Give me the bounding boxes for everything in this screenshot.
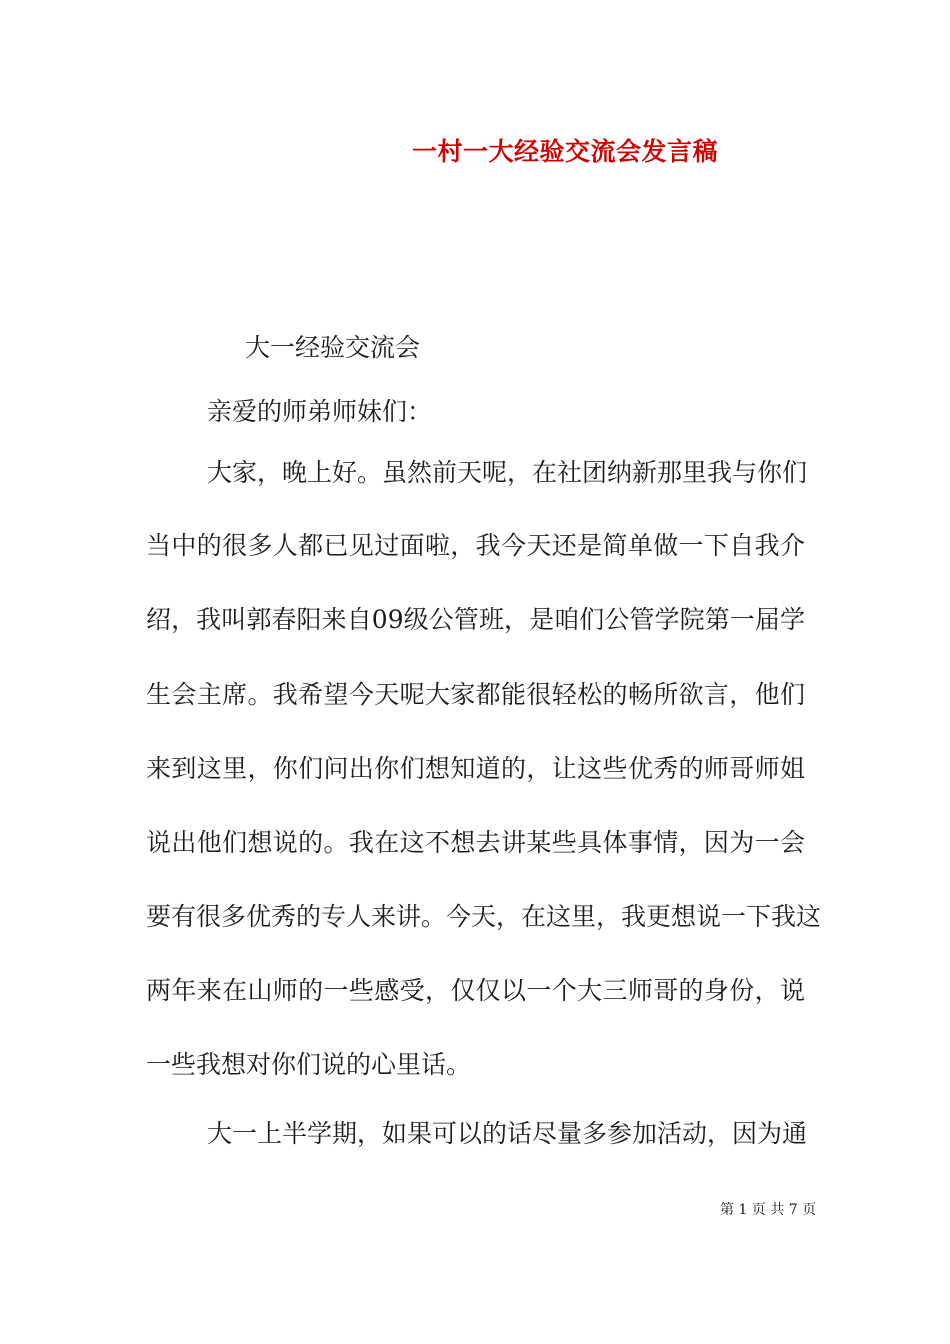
subtitle: 大一经验交流会 — [245, 333, 421, 362]
page-number: 第 1 页 共 7 页 — [720, 1202, 817, 1218]
paragraph-line: 当中的很多人都已见过面啦，我今天还是简单做一下自我介 — [146, 531, 805, 560]
paragraph-line: 大家，晚上好。虽然前天呢，在社团纳新那里我与你们 — [207, 458, 808, 487]
greeting: 亲爱的师弟师妹们： — [207, 397, 433, 426]
paragraph-line: 一些我想对你们说的心里话。 — [146, 1050, 472, 1079]
paragraph-line: 大一上半学期，如果可以的话尽量多参加活动，因为通 — [207, 1119, 808, 1148]
paragraph-line: 两年来在山师的一些感受，仅仅以一个大三师哥的身份，说 — [146, 976, 805, 1005]
paragraph-line: 来到这里，你们问出你们想知道的，让这些优秀的师哥师姐 — [146, 754, 805, 783]
document-title: 一村一大经验交流会发言稿 — [412, 137, 719, 166]
paragraph-line: 绍，我叫郭春阳来自09级公管班，是咱们公管学院第一届学 — [146, 605, 805, 634]
paragraph-line: 生会主席。我希望今天呢大家都能很轻松的畅所欲言，他们 — [146, 680, 805, 709]
paragraph-line: 要有很多优秀的专人来讲。今天，在这里，我更想说一下我这 — [146, 902, 822, 931]
paragraph-line: 说出他们想说的。我在这不想去讲某些具体事情，因为一会 — [146, 828, 805, 857]
